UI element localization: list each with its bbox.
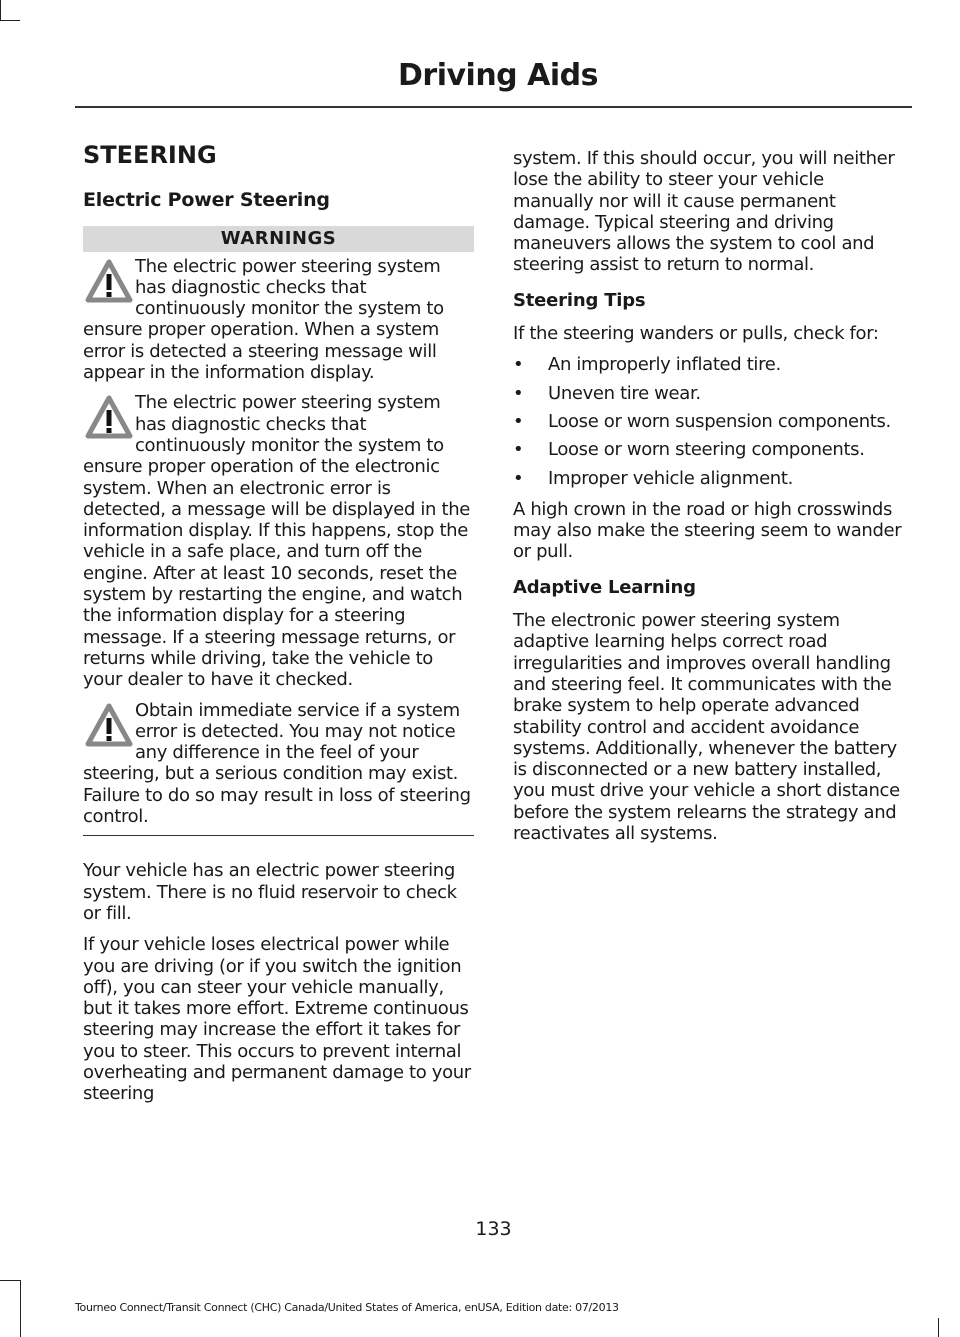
left-column bbox=[83, 141, 474, 1115]
warning-triangle-icon bbox=[83, 700, 135, 762]
body-paragraph: If the steering wanders or pulls, check for: bbox=[513, 323, 879, 345]
list-item bbox=[513, 354, 907, 375]
crop-mark bbox=[938, 1318, 939, 1337]
warning-item bbox=[83, 392, 474, 690]
list-item-text: Loose or worn steering components. bbox=[548, 439, 865, 461]
crop-mark bbox=[0, 1280, 20, 1281]
right-column bbox=[513, 148, 907, 854]
list-item bbox=[513, 411, 907, 432]
warning-text: Obtain immediate service if a system error is detected. You may not notice any difference in the feel of your steering, but a serious condition may exist. Failure to do so may result in loss of steering control. bbox=[83, 699, 471, 828]
list-item bbox=[513, 468, 907, 489]
crop-mark bbox=[0, 20, 20, 21]
crop-mark bbox=[0, 0, 1, 20]
tips-list bbox=[513, 354, 907, 488]
warning-item bbox=[83, 700, 474, 837]
section-title: STEERING bbox=[83, 141, 217, 169]
body-paragraph: system. If this should occur, you will neither lose the ability to steer your vehicle manually nor will it cause permanent damage. Typical steering and driving maneuvers allows the system to cool and steering assist to return to normal. bbox=[513, 148, 895, 276]
body-paragraph: A high crown in the road or high crosswinds may also make the steering seem to wander or pull. bbox=[513, 498, 902, 563]
bullet: • bbox=[513, 467, 524, 489]
body-paragraph: The electronic power steering system adaptive learning helps correct road irregularities and improves overall handling and steering feel. It communicates with the brake system to help operate advanced stability control and accident avoidance systems. Additionally, whenever the battery is disconnected or a new battery installed, you must drive your vehicle a short distance before the system relearns the strategy and reactivates all systems. bbox=[513, 610, 900, 845]
subsection-title: Steering Tips bbox=[513, 289, 646, 311]
footer-text: Tourneo Connect/Transit Connect (CHC) Canada/United States of America, enUSA, Edition date: 07/2013 bbox=[75, 1301, 619, 1314]
list-item-text: Improper vehicle alignment. bbox=[548, 467, 793, 489]
warnings-heading: WARNINGS bbox=[83, 226, 474, 252]
body-paragraph: If your vehicle loses electrical power while you are driving (or if you switch the ignition off), you can steer your vehicle manually, but it takes more effort. Extreme continuous steering may increase the effort it takes for you to steer. This occurs to prevent internal overheating and permanent damage to your steering bbox=[83, 934, 471, 1105]
subsection-title: Adaptive Learning bbox=[513, 576, 696, 598]
warning-triangle-icon bbox=[83, 392, 135, 454]
list-item bbox=[513, 439, 907, 460]
bullet: • bbox=[513, 354, 524, 376]
crop-mark bbox=[20, 1280, 21, 1337]
body-paragraph: Your vehicle has an electric power steering system. There is no fluid reservoir to check or fill. bbox=[83, 860, 457, 924]
list-item bbox=[513, 383, 907, 404]
warning-text: The electric power steering system has diagnostic checks that continuously monitor the system to ensure proper operation of the electronic system. When an electronic error is detected, a message will be displayed in the information display. If this happens, stop the vehicle in a safe place, and turn off the engine. After at least 10 seconds, reset the system by restarting the engine, and watch the information display for a steering message. If a steering message returns, or returns while driving, take the vehicle to your dealer to have it checked. bbox=[83, 392, 470, 691]
warning-triangle-icon bbox=[83, 256, 135, 318]
header-rule bbox=[75, 106, 912, 108]
warning-text: The electric power steering system has diagnostic checks that continuously monitor the system to ensure proper operation. When a system error is detected a steering message will appear in the information display. bbox=[83, 255, 444, 384]
subsection-title: Electric Power Steering bbox=[83, 189, 330, 212]
page-number: 133 bbox=[475, 1218, 512, 1240]
list-item-text: An improperly inflated tire. bbox=[548, 354, 781, 376]
section-header: Driving Aids bbox=[398, 58, 598, 93]
list-item-text: Loose or worn suspension components. bbox=[548, 410, 891, 432]
list-item-text: Uneven tire wear. bbox=[548, 382, 701, 404]
bullet: • bbox=[513, 382, 524, 404]
warning-item bbox=[83, 256, 474, 384]
bullet: • bbox=[513, 410, 524, 432]
bullet: • bbox=[513, 439, 524, 461]
